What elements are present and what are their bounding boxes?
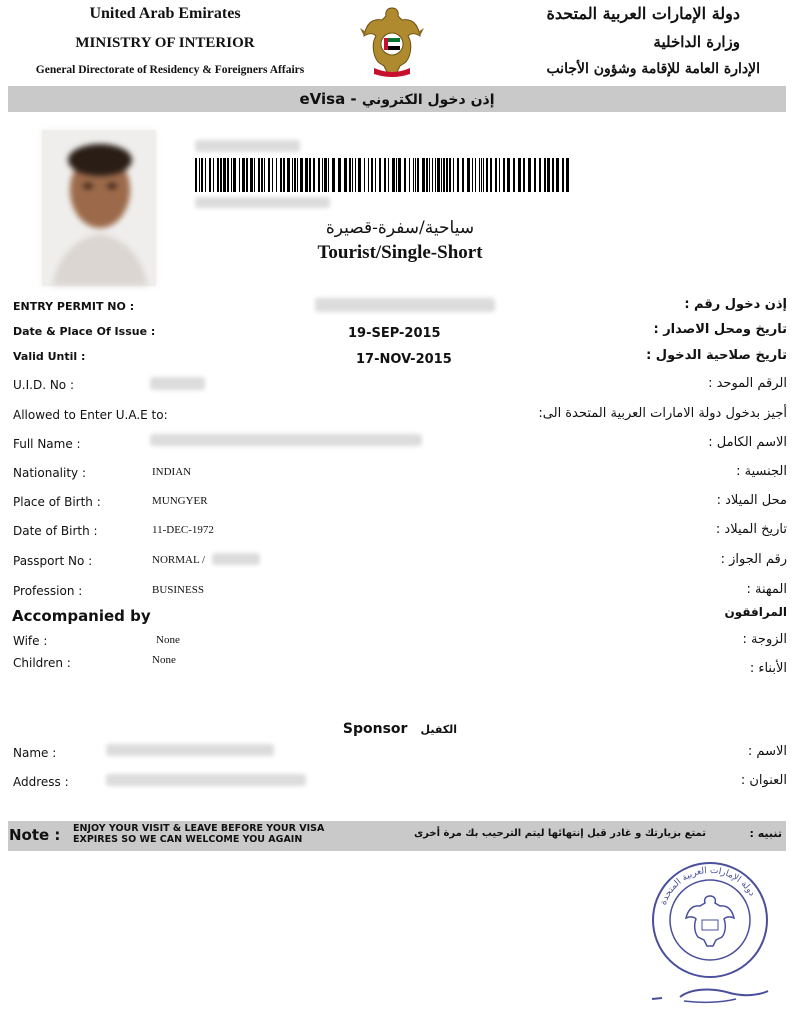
barcode-bar	[264, 158, 265, 192]
sponsor-address-label-ar: العنوان :	[740, 773, 787, 788]
wife-label-ar: الزوجة :	[742, 632, 787, 647]
entry-permit-label-en: ENTRY PERMIT NO :	[13, 300, 135, 313]
profession-label-ar: المهنة :	[746, 582, 787, 597]
barcode-bar	[472, 158, 473, 192]
barcode-bar	[233, 158, 236, 192]
entry-permit-label-ar: إذن دخول رقم :	[684, 297, 787, 312]
barcode-bar	[467, 158, 470, 192]
sponsor-address-redacted	[106, 774, 306, 786]
note-text-en-line2: EXPIRES SO WE CAN WELCOME YOU AGAIN	[73, 834, 303, 845]
visa-type-en: Tourist/Single-Short	[317, 242, 483, 263]
note-label-ar: تنبيه :	[749, 827, 782, 840]
sponsor-title-en: Sponsor	[342, 721, 408, 737]
barcode-bar	[324, 158, 327, 192]
barcode-bar	[364, 158, 365, 192]
barcode-bar	[441, 158, 442, 192]
barcode-bar	[199, 158, 200, 192]
sponsor-name-label-ar: الاسم :	[747, 744, 787, 759]
barcode-bar	[338, 158, 341, 192]
barcode-bar	[453, 158, 454, 192]
place-of-birth-value: MUNGYER	[152, 495, 208, 507]
barcode-bar	[435, 158, 436, 192]
barcode-bar	[375, 158, 376, 192]
barcode-bar	[300, 158, 303, 192]
full-name-label-en: Full Name :	[13, 437, 81, 451]
stamp-ring-text: دولة الإمارات العربية المتحدة	[658, 865, 757, 907]
allowed-label-en: Allowed to Enter U.A.E to:	[13, 408, 168, 422]
barcode-bar	[213, 158, 214, 192]
uid-value-redacted	[150, 377, 205, 390]
official-stamp	[650, 860, 770, 980]
barcode-bar	[443, 158, 445, 192]
barcode-bar	[490, 158, 492, 192]
barcode-caption-redacted	[195, 197, 330, 208]
barcode-bar	[486, 158, 488, 192]
barcode-bar	[409, 158, 410, 192]
note-label-en: Note :	[9, 826, 61, 844]
passport-number-redacted	[212, 553, 260, 565]
barcode-bar	[209, 158, 211, 192]
barcode-bar	[297, 158, 298, 192]
date-of-birth-value: 11-DEC-1972	[152, 524, 214, 536]
barcode-bar	[313, 158, 315, 192]
barcode-bar	[305, 158, 308, 192]
uae-emblem-icon	[360, 2, 424, 80]
uid-label-en: U.I.D. No :	[13, 378, 74, 392]
barcode-bar	[239, 158, 240, 192]
barcode-bar	[246, 158, 248, 192]
barcode-bar	[283, 158, 285, 192]
valid-until-label-ar: تاريخ صلاحية الدخول :	[646, 348, 787, 363]
barcode-bar	[534, 158, 536, 192]
barcode-bar	[379, 158, 381, 192]
entry-permit-value-redacted	[315, 298, 495, 312]
place-of-birth-label-ar: محل الميلاد :	[716, 493, 787, 508]
barcode-bar	[287, 158, 290, 192]
valid-until-label-en: Valid Until :	[13, 350, 86, 363]
barcode-bar	[392, 158, 395, 192]
wife-value: None	[156, 634, 180, 646]
full-name-label-ar: الاسم الكامل :	[708, 435, 787, 450]
nationality-value: INDIAN	[152, 466, 192, 478]
barcode-bar	[388, 158, 389, 192]
country-name-en: United Arab Emirates	[89, 5, 241, 22]
barcode-bar	[518, 158, 521, 192]
barcode-bar	[292, 158, 293, 192]
barcode-bar	[479, 158, 480, 192]
visa-type-ar: سياحية/سفرة-قصيرة	[325, 218, 475, 238]
barcode-bar	[344, 158, 347, 192]
issue-date-value: 19-SEP-2015	[348, 326, 441, 341]
barcode-bar	[294, 158, 296, 192]
barcode-bar	[446, 158, 448, 192]
barcode-bar	[242, 158, 245, 192]
barcode-bar	[462, 158, 464, 192]
barcode-bar	[437, 158, 440, 192]
valid-until-value: 17-NOV-2015	[356, 352, 452, 367]
barcode-bar	[539, 158, 541, 192]
barcode-bar	[227, 158, 229, 192]
profession-label-en: Profession :	[13, 584, 83, 598]
barcode-bar	[566, 158, 569, 192]
barcode-bar	[332, 158, 335, 192]
barcode-bar	[513, 158, 515, 192]
barcode-bar	[398, 158, 401, 192]
barcode-bar	[483, 158, 484, 192]
barcode-bar	[544, 158, 546, 192]
note-text-en-line1: ENJOY YOUR VISIT & LEAVE BEFORE YOUR VISA	[73, 823, 325, 834]
accompanied-title-ar: المرافقون	[724, 605, 787, 619]
barcode-bar	[499, 158, 500, 192]
barcode-bar	[322, 158, 323, 192]
barcode-bar	[495, 158, 497, 192]
barcode-bar	[422, 158, 425, 192]
barcode-bar	[201, 158, 203, 192]
barcode-bar	[355, 158, 356, 192]
barcode-bar	[429, 158, 430, 192]
directorate-name-ar: الإدارة العامة للإقامة وشؤون الأجانب	[546, 61, 760, 77]
children-label-en: Children :	[13, 656, 71, 670]
accompanied-title-en: Accompanied by	[12, 607, 151, 625]
note-band	[8, 821, 786, 851]
issue-label-ar: تاريخ ومحل الاصدار :	[653, 322, 787, 337]
barcode-bar	[404, 158, 406, 192]
ministry-name-ar: وزارة الداخلية	[653, 33, 740, 51]
barcode-bar	[417, 158, 419, 192]
barcode-bar	[309, 158, 311, 192]
evisa-title-ar: إذن دخول الكتروني	[361, 92, 495, 108]
sponsor-name-label-en: Name :	[13, 746, 57, 760]
signature-scribble	[650, 985, 770, 1007]
barcode-bar	[426, 158, 428, 192]
barcode-bar	[318, 158, 320, 192]
evisa-title-en: eVisa -	[299, 90, 357, 108]
sponsor-title	[0, 718, 800, 737]
barcode-bar	[523, 158, 525, 192]
evisa-title-bar	[8, 86, 786, 112]
barcode-bar	[231, 158, 232, 192]
nationality-label-en: Nationality :	[13, 466, 87, 480]
children-label-ar: الأبناء :	[749, 661, 787, 676]
barcode-bar	[220, 158, 222, 192]
barcode-bar	[280, 158, 282, 192]
barcode-bar	[503, 158, 505, 192]
full-name-value-redacted	[150, 434, 422, 446]
barcode-bar	[449, 158, 451, 192]
barcode-bar	[547, 158, 550, 192]
barcode-bar	[205, 158, 206, 192]
barcode-number-redacted	[195, 140, 300, 152]
barcode-bar	[368, 158, 369, 192]
barcode-bar	[396, 158, 397, 192]
barcode-bar	[481, 158, 482, 192]
date-of-birth-label-ar: تاريخ الميلاد :	[715, 522, 787, 537]
barcode-bar	[556, 158, 559, 192]
barcode-bar	[552, 158, 554, 192]
barcode-bar	[352, 158, 353, 192]
barcode-bar	[223, 158, 226, 192]
children-value: None	[152, 654, 176, 666]
sponsor-name-redacted	[106, 744, 274, 756]
barcode-bar	[507, 158, 510, 192]
barcode-bar	[276, 158, 277, 192]
profession-value: BUSINESS	[152, 584, 204, 596]
sponsor-title-ar: الكفيل	[420, 723, 458, 736]
barcode-bar	[349, 158, 351, 192]
barcode-bar	[358, 158, 361, 192]
barcode-bar	[371, 158, 373, 192]
barcode-bar	[250, 158, 253, 192]
barcode-bar	[528, 158, 531, 192]
wife-label-en: Wife :	[13, 634, 48, 648]
barcode-bar	[475, 158, 476, 192]
note-text-en	[73, 823, 324, 845]
barcode-bar	[258, 158, 260, 192]
barcode-bar	[413, 158, 414, 192]
passport-type-value: NORMAL /	[152, 554, 206, 566]
barcode-bar	[261, 158, 263, 192]
barcode-bar	[432, 158, 433, 192]
issue-label-en: Date & Place Of Issue :	[13, 325, 156, 338]
barcode-bar	[384, 158, 386, 192]
barcode-bar	[254, 158, 255, 192]
barcode-bar	[328, 158, 329, 192]
country-name-ar: دولة الإمارات العربية المتحدة	[546, 4, 740, 23]
barcode-bar	[268, 158, 270, 192]
uid-label-ar: الرقم الموحد :	[708, 376, 787, 391]
date-of-birth-label-en: Date of Birth :	[13, 524, 98, 538]
allowed-label-ar: أجيز بدخول دولة الامارات العربية المتحدة الى:	[538, 406, 787, 421]
barcode-bar	[457, 158, 459, 192]
barcode	[195, 158, 571, 192]
ministry-name-en: MINISTRY OF INTERIOR	[75, 35, 255, 51]
passport-label-ar: رقم الجواز :	[720, 552, 787, 567]
nationality-label-ar: الجنسية :	[736, 464, 787, 479]
barcode-bar	[217, 158, 219, 192]
barcode-bar	[562, 158, 564, 192]
passport-label-en: Passport No :	[13, 554, 93, 568]
directorate-name-en: General Directorate of Residency & Foreigners Affairs	[35, 64, 305, 76]
sponsor-address-label-en: Address :	[13, 775, 69, 789]
note-text-ar: تمتع بزيارتك و غادر قبل إنتهائها ليتم الترحيب بك مرة أخرى	[414, 828, 706, 839]
barcode-bar	[415, 158, 416, 192]
place-of-birth-label-en: Place of Birth :	[13, 495, 101, 509]
barcode-bar	[272, 158, 273, 192]
barcode-bar	[195, 158, 197, 192]
